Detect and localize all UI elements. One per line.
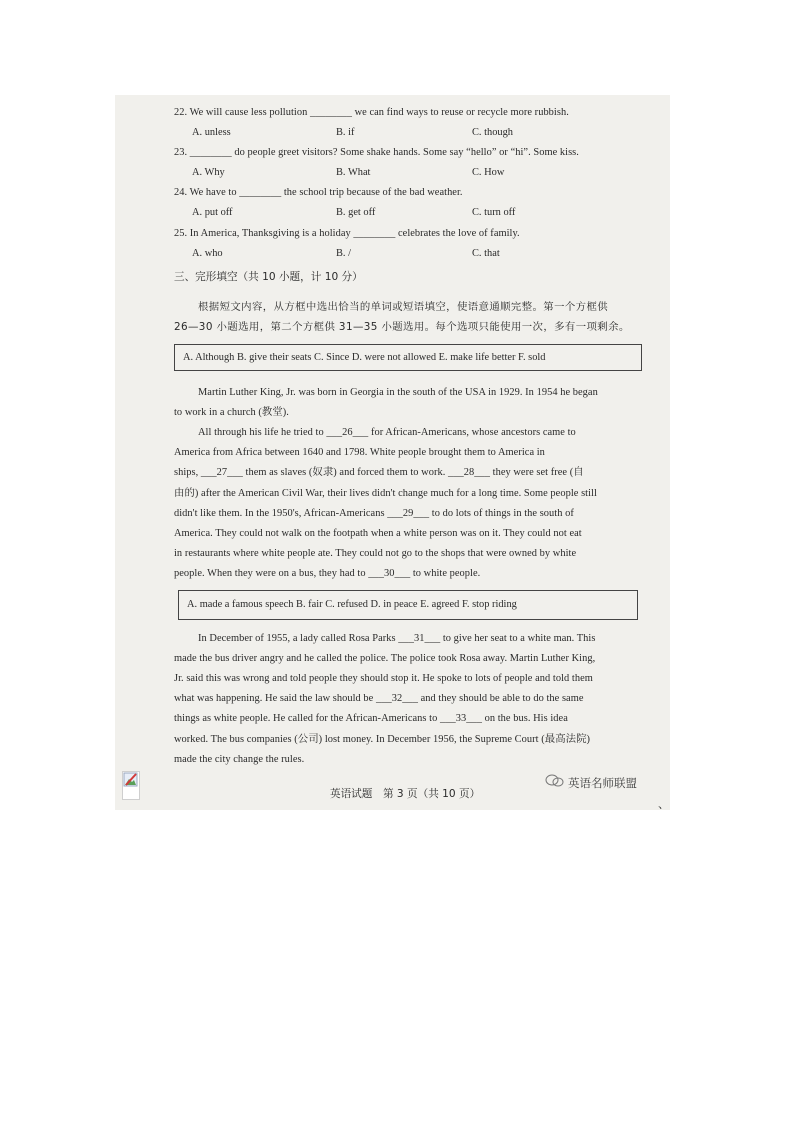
q23-option-b: B. What (336, 167, 371, 178)
passage2-line: worked. The bus companies (公司) lost money. In December 1956, the Supreme Court (最高法院) (174, 734, 591, 745)
q23-option-c: C. How (472, 167, 505, 178)
passage1-line: ships, ___27___ them as slaves (奴隶) and forced them to work. ___28___ they were set free (自 (174, 467, 584, 478)
page-footer: 英语试题 第 3 页（共 10 页） (330, 788, 481, 800)
q22-option-c: C. though (472, 127, 513, 138)
word-box-2 (178, 590, 638, 620)
q25-option-b: B. / (336, 248, 352, 259)
q24-option-a: A. put off (192, 207, 233, 218)
passage1-line: America. They could not walk on the footpath when a white person was on it. They could not eat (174, 528, 582, 539)
passage1-line: 由的) after the American Civil War, their lives didn't change much for a long time. Some people still (174, 488, 597, 499)
passage2-line: what was happening. He said the law should be ___32___ and they should be able to do the same (174, 693, 584, 704)
q25-option-a: A. who (192, 248, 223, 259)
q23-option-a: A. Why (192, 167, 225, 178)
question-22-stem: 22. We will cause less pollution ________ we can find ways to reuse or recycle more rubbish. (174, 107, 569, 118)
watermark-text: 英语名师联盟 (568, 776, 637, 790)
q24-option-b: B. get off (336, 207, 376, 218)
passage1-line: people. When they were on a bus, they had to ___30___ to white people. (174, 568, 481, 579)
wechat-logo-icon (545, 774, 565, 788)
passage2-line: made the city change the rules. (174, 754, 305, 765)
broken-image-icon (122, 771, 140, 800)
passage2-line: Jr. said this was wrong and told people they should stop it. He spoke to lots of people and told them (174, 673, 593, 684)
passage1-line: America from Africa between 1640 and 1798. White people brought them to America in (174, 447, 545, 458)
section-title: 三、完形填空（共 10 小题，计 10 分） (174, 271, 363, 283)
passage1-line: in restaurants where white people ate. They could not go to the shops that were owned by white (174, 548, 577, 559)
q24-option-c: C. turn off (472, 207, 516, 218)
passage1-line: Martin Luther King, Jr. was born in Georgia in the south of the USA in 1929. In 1954 he began (198, 387, 598, 398)
question-24-stem: 24. We have to ________ the school trip because of the bad weather. (174, 187, 463, 198)
word-box-2-options: A. made a famous speech B. fair C. refused D. in peace E. agreed F. stop riding (187, 599, 517, 610)
instructions-line-1: 根据短文内容，从方框中选出恰当的单词或短语填空，使语意通顺完整。第一个方框供 (198, 301, 609, 313)
question-23-stem: 23. ________ do people greet visitors? Some shake hands. Some say “hello” or “hi”. Some kiss. (174, 147, 579, 158)
word-box-1-options: A. Although B. give their seats C. Since D. were not allowed E. make life better F. sold (183, 352, 546, 363)
q22-option-a: A. unless (192, 127, 231, 138)
passage2-line: In December of 1955, a lady called Rosa Parks ___31___ to give her seat to a white man. This (198, 633, 596, 644)
question-25-stem: 25. In America, Thanksgiving is a holiday ________ celebrates the love of family. (174, 228, 520, 239)
q22-option-b: B. if (336, 127, 355, 138)
word-box-1 (174, 344, 642, 371)
q25-option-c: C. that (472, 248, 500, 259)
passage1-line: All through his life he tried to ___26___ for African-Americans, whose ancestors came to (198, 427, 576, 438)
instructions-line-2: 26—30 小题选用，第二个方框供 31—35 小题选用。每个选项只能使用一次，多有一项剩余。 (174, 321, 630, 333)
passage1-line: didn't like them. In the 1950's, African-Americans ___29___ to do lots of things in the south of (174, 508, 574, 519)
passage1-line: to work in a church (教堂). (174, 407, 289, 418)
passage2-line: things as white people. He called for the African-Americans to ___33___ on the bus. His idea (174, 713, 568, 724)
stray-mark: 、 (658, 797, 670, 811)
passage2-line: made the bus driver angry and he called the police. The police took Rosa away. Martin Luther King, (174, 653, 596, 664)
